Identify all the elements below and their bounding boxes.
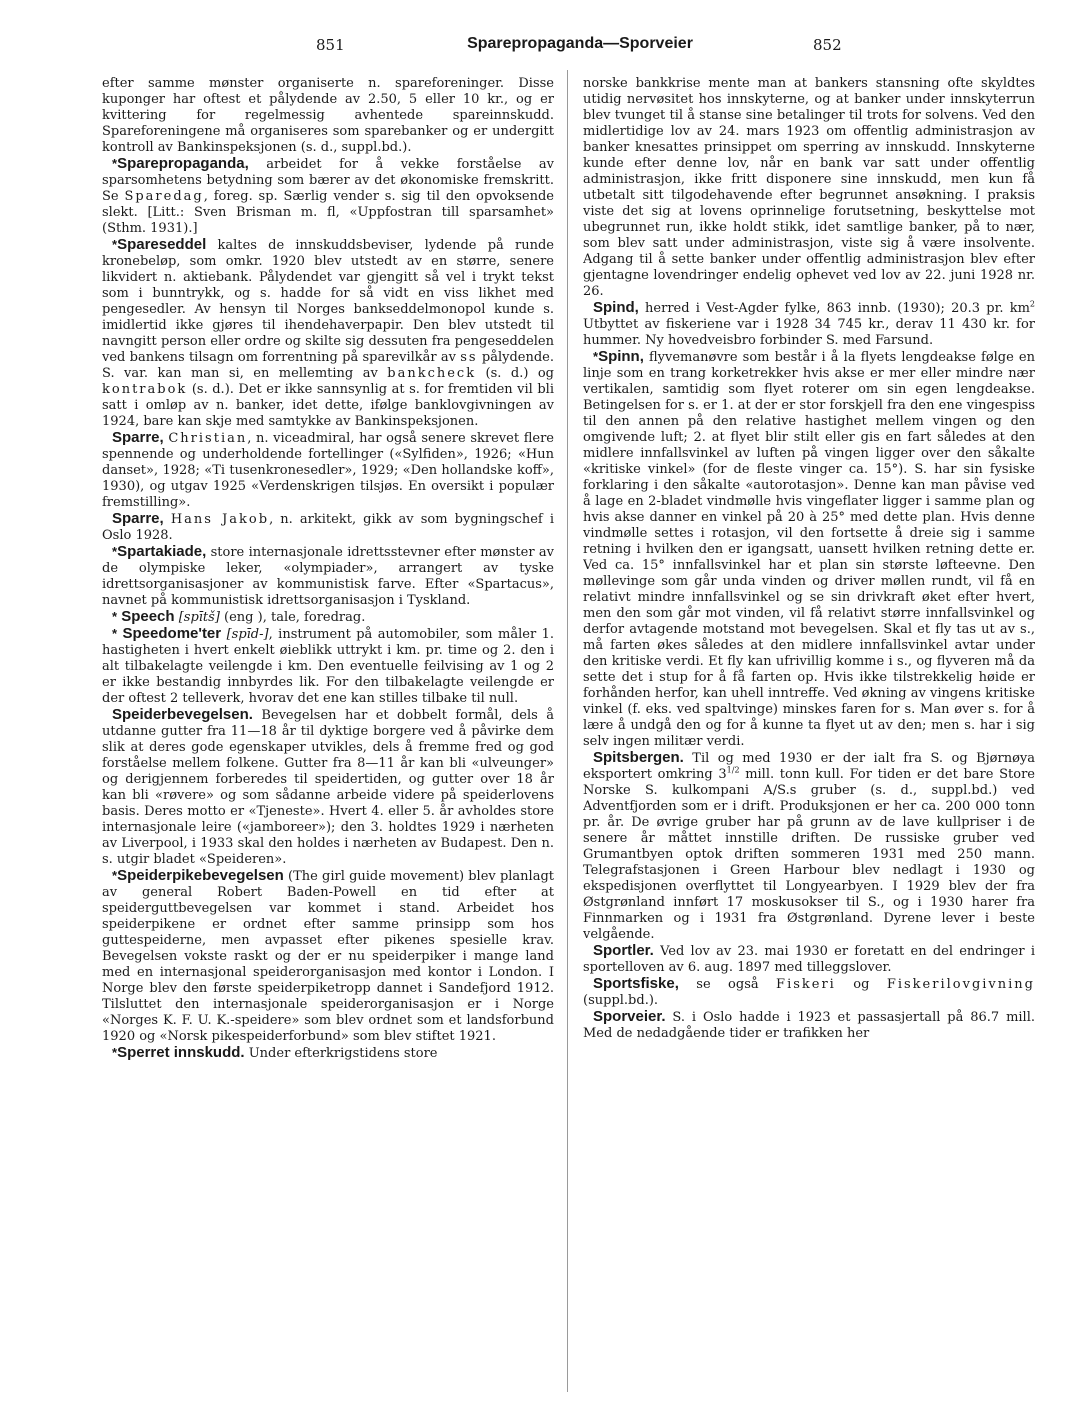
headword: Spinn, xyxy=(598,348,644,365)
page-number-left: 851 xyxy=(316,36,345,54)
headword: Sporveier. xyxy=(593,1008,666,1025)
headword: Sparre, xyxy=(112,429,164,446)
entry-spind: Spind, herred i Vest-Agder fylke, 863 innb. (1930); 20.3 pr. $km^2$ Utbyttet av fiskeriene var i 1928 34 745 kr., derav 11 430 kr. for hummer. Ny hovedveisbro forbinder S. med Farsund. xyxy=(583,299,1035,348)
entry-speedometer: * Speedome'ter [spīd-], instrument på automobiler, som måler 1. hastigheten i hvert enkelt øieblikk uttrykt i km. pr. time og 2. den i alt tilbakelagte veilengde i km. Den eventuelle feilvising av 1 og 2 er ikke bestandig innbyrdes lik. For den tilbakelagte veilengde er der oftest 2 telleverk, hvorav det ene kan stilles tilbake til null. xyxy=(102,625,554,706)
entry-sparre-christian: Sparre, Christian, n. viceadmiral, har også senere skrevet flere spennende og underholdende fortellinger («Sylfiden», 1926; «Hun danset», 1928; «Ti tusenkronesedler», 1929; «Den hollandske koff», 1930), og utgav 1925 «Verdenskrigen tilsjøs. En oversikt i populær fremstilling». xyxy=(102,429,554,510)
headword: Sparre, xyxy=(112,510,164,527)
entry-sperret-innskudd: *Sperret innskudd. Under efterkrigstidens store xyxy=(112,1044,438,1061)
headword: Spind, xyxy=(593,299,639,316)
entry-speiderpikebevegelsen: *Speiderpikebevegelsen (The girl guide movement) blev planlagt av general Robert Baden-Powell en tid efter at speiderguttbevegelsen var kommet i stand. Arbeidet hos speiderpikene er ordnet efter samme prinsipp som hos guttespeiderne, men avpasset efter pikenes spesielle krav. Bevegelsen vokste raskt og der er nu speiderpiker i mange land med en internasjonal speiderorganisasjon med kontor i London. I Norge blev den første speiderpiketropp dannet i Sandefjord 1912. Tilsluttet den internasjonale speiderorganisasjon er i Norge «Norges K. F. U. K.-speidere» som blev ordnet som et landsforbund 1920 og «Norsk pikespeiderforbund» som blev stiftet 1921. xyxy=(102,867,554,1044)
entry-speech: * Speech [spītš] (eng ), tale, foredrag. xyxy=(112,608,366,625)
entry-sparre-hans-jakob: Sparre, Hans Jakob, n. arkitekt, gikk av som bygningschef i Oslo 1928. xyxy=(102,510,554,543)
entry-sportler: Sportler. Ved lov av 23. mai 1930 er foretatt en del endringer i sportelloven av 6. aug. 1897 med tilleggslover. xyxy=(583,942,1035,975)
entry-spareseddel: *Spareseddel kaltes de innskuddsbeviser, lydende på runde kronebeløp, som omkr. 1920 blev utstedt av en større, senere likvidert n. aktiebank. Pålydendet var gjengitt så vel i trykt tekst som i bunntrykk, og s. hadde for så vidt en viss likhet med pengesedler. Av hensyn til Norges bankseddelmonopol kunde s. imidlertid ikke gjøres til ihendehaverpapir. Den blev utstedt til navngitt person eller ordre og skilte sig dessuten fra pengeseddelen ved bankens tilsagn om forrentning på sparevilkår av ss pålydende. S. var. kan man si, en mellemting av bankcheck (s. d.) og kontrabok (s. d.). Det er ikke sannsynlig at s. for fremtiden vil bli satt i omløp av n. banker, idet dette, ifølge banklovgivningen av 1924, bare kan skje med samtykke av Bankinspeksjonen. xyxy=(102,236,554,429)
headword: Sportsfiske, xyxy=(593,975,679,992)
entry-sparepropaganda: *Sparepropaganda, arbeidet for å vekke forståelse av sparsomhetens betydning som bærer av det økonomiske fremskritt. Se Sparedag, foreg. sp. Særlig vender s. sig til den opvoksende slekt. [Litt.: Sven Brisman m. fl, «Uppfostran till sparsamhet» (Sthm. 1931).] xyxy=(102,155,554,236)
entry-spartakiade: *Spartakiade, store internasjonale idrettsstevner efter mønster av de olympiske leker, «olympiader», arrangert av tyske idrettsorganisasjoner av kommunistisk farve. Efter «Spartacus», navnet på kommunistisk idrettsorganisasjon i Tyskland. xyxy=(102,543,554,608)
headword: Spitsbergen. xyxy=(593,749,684,766)
headword: Sparepropaganda, xyxy=(117,155,249,172)
running-title: Sparepropaganda—Sporveier xyxy=(467,35,693,52)
headword: Speech xyxy=(121,608,175,625)
entry-continuation: norske bankkrise mente man at bankers stansning ofte skyldtes utidig nervøsitet hos innskyterne, og at banker under innskyterrun blev tvunget til å stanse sine betalinger til trots for solvens. Ved den midlertidige lov av 24. mars 1923 om offentlig administrasjon av banker knesattes prinsippet om sperring av innskudd. Innskyterne kunde efter denne lov, når en bank var satt under offentlig administrasjon, ikke fritt disponere sine innskudd, men kun få utbetalt sitt tilgodehavende efter begrunnet ansøkning. I praksis viste det sig at lovens oprinnelige forutsetning, beskyttelse mot ubegrunnet run, ikke holdt stikk, idet samtlige banker, på to nær, som blev satt under administrasjon, viste sig å være insolvente. Adgang til å sette banker under offentlig administrasjon blev efter gjentagne lovendringer endelig ophevet ved lov av 22. juni 1928 nr. 26. xyxy=(583,76,1035,299)
right-column xyxy=(583,76,1035,1396)
entry-sporveier: Sporveier. S. i Oslo hadde i 1923 et passasjertall på 86.7 mill. Med de nedadgående tider er trafikken her xyxy=(583,1008,1035,1041)
headword: Spareseddel xyxy=(117,236,207,253)
entry-speiderbevegelsen: Speiderbevegelsen. Bevegelsen har et dobbelt formål, dels å utdanne gutter fra 11—18 år til dyktige borgere ved å påvirke dem slik at deres gode egenskaper utvikles, dels å fremme fred og god forståelse mellem folkene. Gutter fra 8—11 år kan bli «ulveunger» og derigjennem forberedes til speidertiden, og gutter over 18 år kan bli «røvere» og som sådanne arbeide videre på speiderlovens basis. Deres motto er «Tjeneste». Hvert 4. eller 5. år avholdes store internasjonale leire («jamboreer»); den 3. holdtes 1929 i nærheten av Liverpool, i 1933 skal den holdes i nærheten av Budapest. Den n. s. utgir bladet «Speideren». xyxy=(102,706,554,867)
page-number-right: 852 xyxy=(813,36,842,54)
entry-spinn: *Spinn, flyvemanøvre som består i å la flyets lengdeakse følge en linje som en trang korketrekker hvis akse er mer eller mindre nær vertikalen, samtidig som flyet roterer om sin egen lengdeakse. Betingelsen for s. er 1. at der er stor forskjell fra den ene vingespiss til den annen på den relative hastighet mellem vingen og den omgivende luft; 2. at flyet blir stilt eller gis en fart således at den midlere innfallsvinkel av luften på vingen ligger over den såkalte «kritiske vinkel» (for de fleste vinger ca. 15°). S. har sin fysiske forklaring i den såkalte «autorotasjon». Denne kan man påvise ved å lage en 2-bladet vindmølle hvis vingeflater ligger i samme plan og hvis akse danner en vinkel på 20 à 25° med dette plan. Hvis denne vindmølle settes i rotasjon, vil den fortsette å dreie sig i samme retning i hvilken den er igangsatt, uansett hvilken retning dette er. Ved ca. 15° innfallsvinkel har et plan sin største løfteevne. Den møllevinge som går unda vinden og driver møllen rundt, vil få en relativt mindre innfallsvinkel og se sin drivkraft øket efter hvert, men den som går mot vinden, vil få relativt større innfallsvinkel og derfor avtagende motstand mot bevegelsen. Skal et fly tas ut av s., må farten økes således at den midlere innfallsvinkel avtar under den kritiske verdi. Et fly kan ufrivillig komme i s., og flyveren må da sette det i stup for å få farten op. Hvis ikke tilstrekkelig høide er forhånden herfor, kan uhell inntreffe. Ved økning av vingens kritiske vinkel (f. eks. ved spaltvinge) minskes faren for s. Man øver s. for å lære å undgå den og for å kunne ta flyet ut av den; men s. har i sig selv ingen militær verdi. xyxy=(583,348,1035,749)
entry-spitsbergen: Spitsbergen. Til og med 1930 er der ialt fra S. og Bjørnøya eksportert omkring $3^{1/2}$ mill. tonn kull. For tiden er det bare Store Norske S. kulkompani A/S.s gruber (s. d., suppl.bd.) ved Adventfjorden som er i drift. Produksjonen er her ca. 200 000 tonn pr. år. De øvrige gruber har på grunn av de lave kullpriser i de senere år måttet innstille driften. De russiske gruber ved Grumantbyen optok driften sommeren 1931 med 250 mann. Telegrafstasjonen i Green Harbour blev nedlagt i 1930 og ekspedisjonen overflyttet til Longyearbyen. I 1929 blev der fra Østgrønland innført 17 moskusokser til S., og i 1930 harer fra Finnmarken og i 1931 fra Østgrønland. Dyrene lever i beste velgående. xyxy=(583,749,1035,942)
entry-sportsfiske: Sportsfiske, se også Fiskeri og Fiskerilovgivning (suppl.bd.). xyxy=(583,975,1035,1008)
left-column xyxy=(102,76,554,1396)
headword: Speiderpikebevegelsen xyxy=(117,867,284,884)
headword: Sperret innskudd. xyxy=(117,1044,245,1061)
headword: Sportler. xyxy=(593,942,654,959)
entry-continuation: efter samme mønster organiserte n. spareforeninger. Disse kuponger har oftest et pålydende av 2.50, 5 eller 10 kr., og er kvittering for regelmessig avhentede spareinnskudd. Spareforeningene må organiseres som sparebanker og er undergitt kontroll av Bankinspeksjonen (s. d., suppl.bd.). xyxy=(102,76,554,155)
headword: Speedome'ter xyxy=(122,625,222,642)
page-header xyxy=(0,36,1080,60)
column-divider xyxy=(567,70,568,1392)
headword: Speiderbevegelsen. xyxy=(112,706,253,723)
headword: Spartakiade, xyxy=(117,543,207,560)
